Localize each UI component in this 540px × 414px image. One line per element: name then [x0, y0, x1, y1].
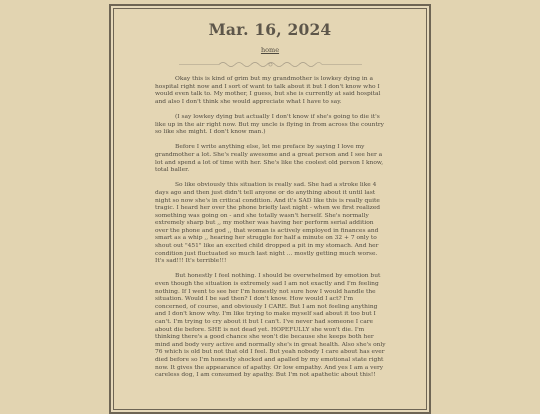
- ornamental-divider: [179, 60, 362, 69]
- post-paragraph: Okay this is kind of grim but my grandmother is lowkey dying in a hospital right now and I sort of want to talk about it but I don't know who I would even talk to. My mother, I guess, but she is currently at said hospital and also I don't think she would appreciate what I have to say.: [155, 76, 381, 105]
- post-panel: [109, 4, 431, 414]
- post-paragraph: So like obviously this situation is really sad. She had a stroke like 4 days ago and then just didn't tell anyone or do anything about it until last night so now she's in critical condition. And it's SAD like this is really quite tragic. I heard her over the phone briefly last night - when we first realized something was going on - and she totally wasn't herself. She's normally extremely sharp but ,, my mother was having her perform serial addition over the phone and god ,, that woman is actively employed in finances and smart as a whip ,, hearing her struggle for half a minute on 32 + 7 only to shout out "451" like an excited child dropped a pit in my stomach. And her condition just fluctuated so much last night ... mostly getting much worse. It's sad!!! It's terrible!!!: [155, 182, 381, 265]
- post-body: [155, 76, 387, 387]
- home-link[interactable]: home: [260, 46, 280, 54]
- post-paragraph: But honestly I feel nothing. I should be overwhelmed by emotion but even though the situation is extremely sad I am not exactly and I'm feeling nothing. If I went to see her I'm honestly not sure how I would handle the situation. Would I be sad then? I don't know. How would I act? I'm concerned, of course, and obviously I CARE. But I am not feeling anything and I don't know why. I'm like trying to make myself sad about it too but I can't. I'm trying to cry about it but I can't. I've never had someone I care about die before. SHE is not dead yet. HOPEFULLY she won't die. I'm thinking there's a good chance she won't die because she keeps both her mind and body very active and normally she's in great health. Also she's only 76 which is old but not that old I feel. But yeah nobody I care about has ever died before so I'm honestly shocked and apalled by my emotional state right now. It gives the appearance of apathy. Or low empathy. And yes I am a very careless dog, I am consumed by apathy. But I'm not apathetic about this!!: [155, 273, 386, 379]
- post-paragraph: (I say lowkey dying but actually I don't know if she's going to die it's like up in the air right now. But my uncle is flying in from across the country so like she might. I don't know man.): [155, 113, 384, 136]
- post-paragraph: Before I write anything else, let me preface by saying I love my grandmother a lot. She's really awesome and a great person and I see her a lot and spend a lot of time with her. She's like the coolest old person I know, total baller.: [155, 144, 384, 174]
- page-title: Mar. 16, 2024: [208, 20, 332, 39]
